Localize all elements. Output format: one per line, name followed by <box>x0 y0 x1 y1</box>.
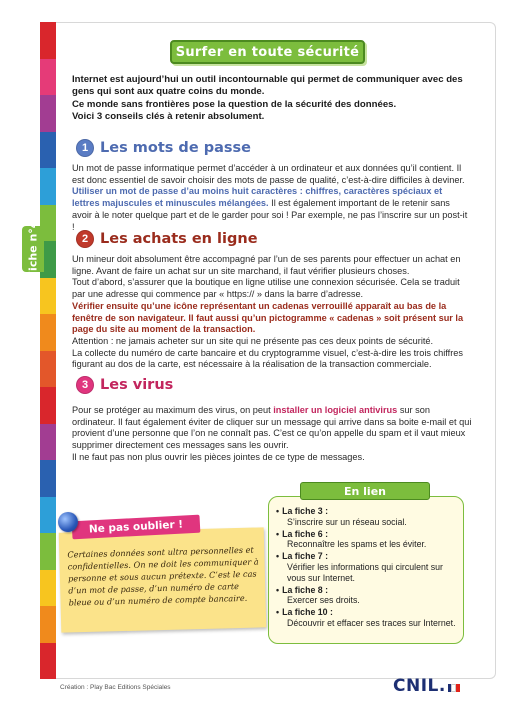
section-1-text <box>72 163 472 233</box>
fiche-desc: Vérifier les informations qui circulent sur vous sur Internet. <box>287 561 443 583</box>
list-item <box>276 506 462 528</box>
section-2-heading <box>76 230 258 248</box>
list-item <box>276 585 462 607</box>
section-title: Les mots de passe <box>100 140 251 156</box>
stripe-segment <box>40 22 56 59</box>
body-text: Pour se protéger au maximum des virus, on peut <box>72 405 274 415</box>
flag-icon <box>448 684 460 692</box>
intro-text <box>72 74 472 124</box>
fiche-desc: S’inscrire sur un réseau social. <box>287 516 407 527</box>
logo-text: CNIL. <box>393 676 446 696</box>
reminder-text: Certaines données sont ultra personnelles et confidentielles. On ne doit les communiquer à personne et sous aucun prétexte. C’est le cas d’un mot de passe, d’un numéro de carte bleue ou d’un numéro de compte bancaire. <box>67 544 259 608</box>
stripe-segment <box>40 460 56 497</box>
stripe-segment <box>40 533 56 570</box>
section-1-heading <box>76 139 251 157</box>
stripe-segment <box>40 351 56 388</box>
body-text: La collecte du numéro de carte bancaire et du cryptogramme visuel, c’est-à-dire les trois chiffres figurant au dos de la carte, est nécessaire à la réalisation de la transaction commerciale. <box>72 347 463 370</box>
stripe-segment <box>40 424 56 461</box>
fiche-ref: • La fiche 7 : <box>276 551 462 562</box>
stripe-segment <box>40 606 56 643</box>
color-stripe <box>40 22 56 679</box>
fiche-desc: Découvrir et effacer ses traces sur Internet. <box>287 617 456 628</box>
body-text: sur son ordinateur. Il faut également éviter de cliquer sur un message qui arrive dans sa boite e-mail et qui provient d’une personne que l’on ne connaît pas. C’est ce qu’on appelle du spam et il vaut mieux supprimer directement ces messages sans les ouvrir. <box>72 405 472 451</box>
credit-text: Création : Play Bac Editions Spéciales <box>60 684 171 691</box>
pushpin-icon <box>58 512 78 532</box>
highlight-text: Vérifier ensuite qu’une icône représentant un cadenas verrouillé apparaît au bas de la fenêtre de son navigateur. Il faut aussi qu’un pictogramme « cadenas » soit présent sur la page du site au moment de la transaction. <box>72 300 464 335</box>
fiche-ref: • La fiche 8 : <box>276 585 462 596</box>
stripe-segment <box>40 95 56 132</box>
body-text: Il ne faut pas non plus ouvrir les pièces jointes de ce type de messages. <box>72 451 365 462</box>
body-text: Tout d’abord, s’assurer que la boutique en ligne utilise une connexion sécurisée. Cela se traduit par une adresse qui commence par « https:// » dans la barre d’adresse. <box>72 277 460 300</box>
fiche-ref: • La fiche 10 : <box>276 607 462 618</box>
section-number-badge: 2 <box>76 230 94 248</box>
list-item <box>276 551 462 583</box>
page-title-banner <box>170 40 365 64</box>
stripe-segment <box>40 643 56 680</box>
highlight-text: Utiliser un mot de passe d’au moins huit caractères : chiffres, caractères spéciaux et lettres majuscules et minuscules mélangées. <box>72 186 443 209</box>
section-3-text <box>72 405 472 464</box>
body-text: Il est également important de le retenir sans avoir à le noter quelque part et de le garder pour soi ! Par exemple, ne pas l’inscrire sur un post-it ! <box>72 198 468 232</box>
section-number-badge: 3 <box>76 376 94 394</box>
fiche-desc: Reconnaître les spams et les éviter. <box>287 539 427 550</box>
stripe-segment <box>40 314 56 351</box>
fiche-tab-label: Fiche n°4 <box>26 220 40 278</box>
intro-line: Ce monde sans frontières pose la question de la sécurité des données. <box>72 98 397 110</box>
fiche-ref: • La fiche 3 : <box>276 506 462 517</box>
stripe-segment <box>40 497 56 534</box>
list-item <box>276 607 462 629</box>
stripe-segment <box>40 278 56 315</box>
intro-line: Internet est aujourd’hui un outil incontournable qui permet de communiquer avec des gens qui sont aux quatre coins du monde. <box>72 74 463 98</box>
fiche-ref: • La fiche 6 : <box>276 529 462 540</box>
section-title: Les virus <box>100 377 174 393</box>
stripe-segment <box>40 59 56 96</box>
body-text: Un mineur doit absolument être accompagné par l’un de ses parents pour effectuer un achat en ligne. Avant de faire un achat sur un site marchand, il faut vérifier plusieurs choses. <box>72 254 461 276</box>
fiche-tab <box>22 220 44 278</box>
list-item <box>276 529 462 551</box>
stripe-segment <box>40 570 56 607</box>
body-text: Un mot de passe informatique permet d’accéder à un ordinateur et aux données qu’il contient. Il est donc essentiel de savoir choisir des mots de passe de qualité, c’est-à-dire difficiles à deviner. <box>72 163 465 185</box>
related-links-title: En lien <box>300 482 430 500</box>
fiche-desc: Exercer ses droits. <box>287 595 360 606</box>
section-3-heading <box>76 376 173 394</box>
stripe-segment <box>40 168 56 205</box>
page-title: Surfer en toute sécurité <box>175 44 360 60</box>
section-title: Les achats en ligne <box>100 231 258 247</box>
stripe-segment <box>40 387 56 424</box>
intro-line: Voici 3 conseils clés à retenir absolument. <box>72 111 265 123</box>
stripe-segment <box>40 132 56 169</box>
body-text: Attention : ne jamais acheter sur un site qui ne présente pas ces deux points de sécurité. <box>72 335 434 346</box>
cnil-logo <box>393 676 460 696</box>
reminder-title: Ne pas oublier ! <box>72 515 201 540</box>
section-2-text <box>72 254 472 371</box>
highlight-text: installer un logiciel antivirus <box>273 405 398 415</box>
related-links-list <box>276 506 462 630</box>
section-number-badge: 1 <box>76 139 94 157</box>
